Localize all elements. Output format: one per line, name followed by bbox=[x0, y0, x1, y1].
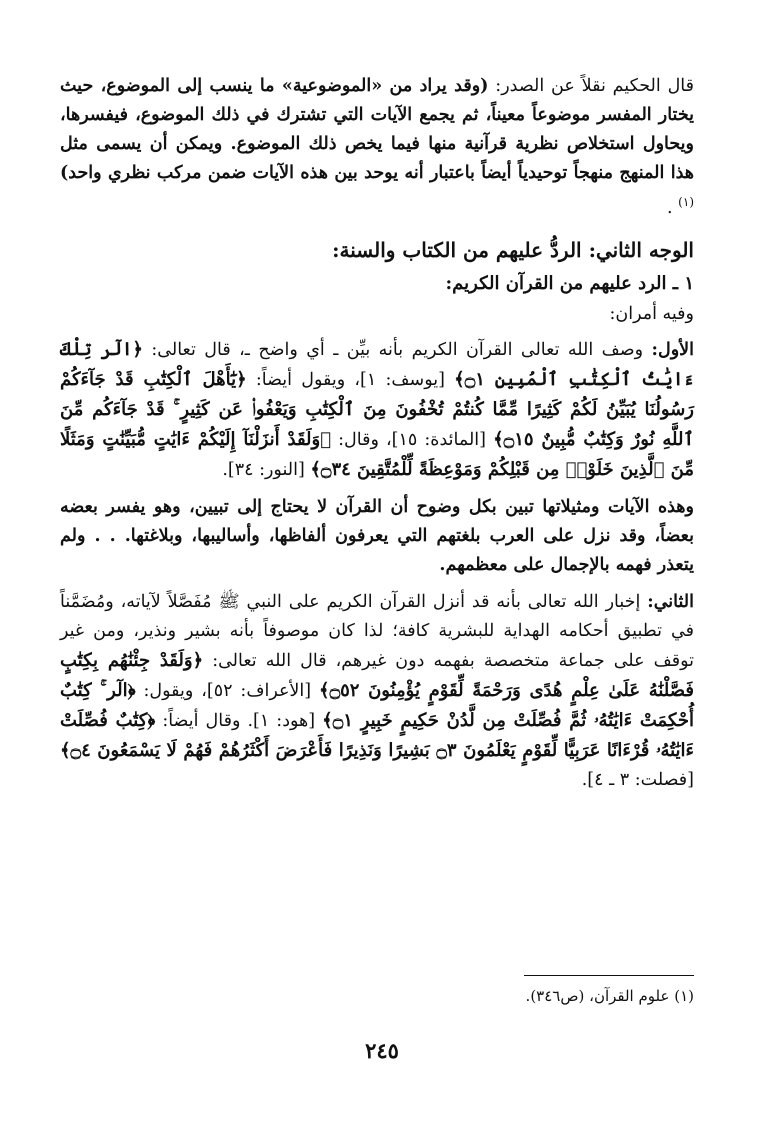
verse-fussilat: ﴿كِتَٰبٌ فُصِّلَتْ ءَايَٰتُهُۥ قُرْءَانًا عَرَبِيًّا لِّقَوْمٍ يَعْلَمُونَ ۝٣ بَشِيرًا وَنَذِيرًا فَأَعْرَضَ أَكْثَرُهُمْ فَهُمْ لَا يَسْمَعُونَ ۝٤﴾ bbox=[60, 709, 695, 761]
ref-yusuf: [يوسف: ١]، ويقول أيضاً: bbox=[246, 369, 455, 390]
explanation-paragraph: وهذه الآيات ومثيلاتها تبين بكل وضوح أن القرآن لا يحتاج إلى تبيين، وهو يفسر بعضه بعضاً، وقد نزل على العرب بلغتهم التي يعرفون ألفاظها، وأساليبها، وبلاغتها. . . ولم يتعذر فهمه بالإجمال على معظمهم. bbox=[60, 496, 694, 575]
section-heading: الوجه الثاني: الردُّ عليهم من الكتاب والسنة: bbox=[332, 237, 694, 262]
footnote: (١) علوم القرآن، (ص٣٤٦). bbox=[525, 987, 694, 1005]
second-text: إخبار الله تعالى بأنه قد أنزل القرآن الكريم على النبي ﷺ مُفَصَّلاً لآياته، ومُضَمَّناً في تطبيق أحكامه الهداية للبشرية كافة؛ لذا كان موصوفاً بأنه بشير ونذير، ومن غير توقف على جماعة متخصصة بفهمه دون غيرهم، قال الله تعالى: bbox=[60, 591, 694, 671]
second-label: الثاني: bbox=[647, 591, 694, 612]
footnote-marker[interactable]: (١) bbox=[678, 195, 694, 209]
intro-end: . bbox=[667, 197, 679, 218]
page-body bbox=[60, 72, 694, 795]
verse-yusuf: ﴿الٓر تِلْكَ ءَايَٰتُ ٱلْكِتَٰبِ ٱلْمُبِينِ ۝١﴾ bbox=[60, 338, 694, 390]
verse-maidah: ﴿يَٰٓأَهْلَ ٱلْكِتَٰبِ قَدْ جَآءَكُمْ رَسُولُنَا يُبَيِّنُ لَكُمْ كَثِيرًا مِّمَّا كُنتُمْ تُخْفُونَ مِنَ ٱلْكِتَٰبِ وَيَعْفُوا۟ عَن كَثِيرٍ ۚ قَدْ جَآءَكُم مِّنَ ٱللَّهِ نُورٌ وَكِتَٰبٌ مُّبِينٌ ۝١٥﴾ bbox=[60, 368, 694, 450]
second-matter-paragraph bbox=[60, 588, 694, 795]
first-label: الأول: bbox=[651, 339, 694, 360]
intro-paragraph bbox=[60, 72, 694, 223]
verse-nur: ﴿وَلَقَدْ أَنزَلْنَآ إِلَيْكُمْ ءَايَٰتٍ مُّبَيِّنَٰتٍ وَمَثَلًا مِّنَ ٱلَّذِينَ خَلَوْا۟ مِن قَبْلِكُمْ وَمَوْعِظَةً لِّلْمُتَّقِينَ ۝٣٤﴾ bbox=[60, 428, 694, 480]
first-text: وصف الله تعالى القرآن الكريم بأنه بيِّن ـ أي واضح ـ، قال تعالى: bbox=[142, 339, 652, 360]
two-matters-label: وفيه أمران: bbox=[609, 303, 694, 324]
first-matter-paragraph bbox=[60, 335, 694, 485]
intro-lead: قال الحكيم نقلاً عن الصدر: bbox=[488, 76, 694, 96]
ref-maidah: [المائدة: ١٥]، وقال: bbox=[331, 429, 494, 450]
ref-araf: [الأعراف: ٥٢]، ويقول: bbox=[135, 680, 320, 701]
footnote-divider bbox=[524, 975, 694, 976]
intro-quote: (وقد يراد من «الموضوعية» ما ينسب إلى الموضوع، حيث يختار المفسر موضوعاً معيناً، ثم يجمع الآيات التي تشترك في ذلك الموضوع، فيفسرها، ويحاول استخلاص نظرية قرآنية منها فيما يخص ذلك الموضوع. ويمكن أن يسمى مثل هذا المنهج منهجاً توحيدياً أيضاً باعتبار أنه يوحد بين هذه الآيات ضمن مركب نظري واحد) bbox=[60, 76, 694, 183]
verse-araf: ﴿وَلَقَدْ جِئْنَٰهُم بِكِتَٰبٍ فَصَّلْنَٰهُ عَلَىٰ عِلْمٍ هُدًى وَرَحْمَةً لِّقَوْمٍ يُؤْمِنُونَ ۝٥٢﴾ bbox=[60, 649, 694, 701]
page-number: ٢٤٥ bbox=[365, 1038, 399, 1063]
ref-fussilat: [فصلت: ٣ ـ ٤]. bbox=[581, 769, 694, 790]
subsection-heading: ١ ـ الرد عليهم من القرآن الكريم: bbox=[445, 272, 694, 294]
verse-hud: ﴿الٓر ۚ كِتَٰبٌ أُحْكِمَتْ ءَايَٰتُهُۥ ثُمَّ فُصِّلَتْ مِن لَّدُنْ حَكِيمٍ خَبِيرٍ ۝١﴾ bbox=[60, 679, 694, 731]
ref-nur: [النور: ٣٤]. bbox=[222, 459, 311, 480]
ref-hud: [هود: ١]. وقال أيضاً: bbox=[155, 710, 323, 731]
